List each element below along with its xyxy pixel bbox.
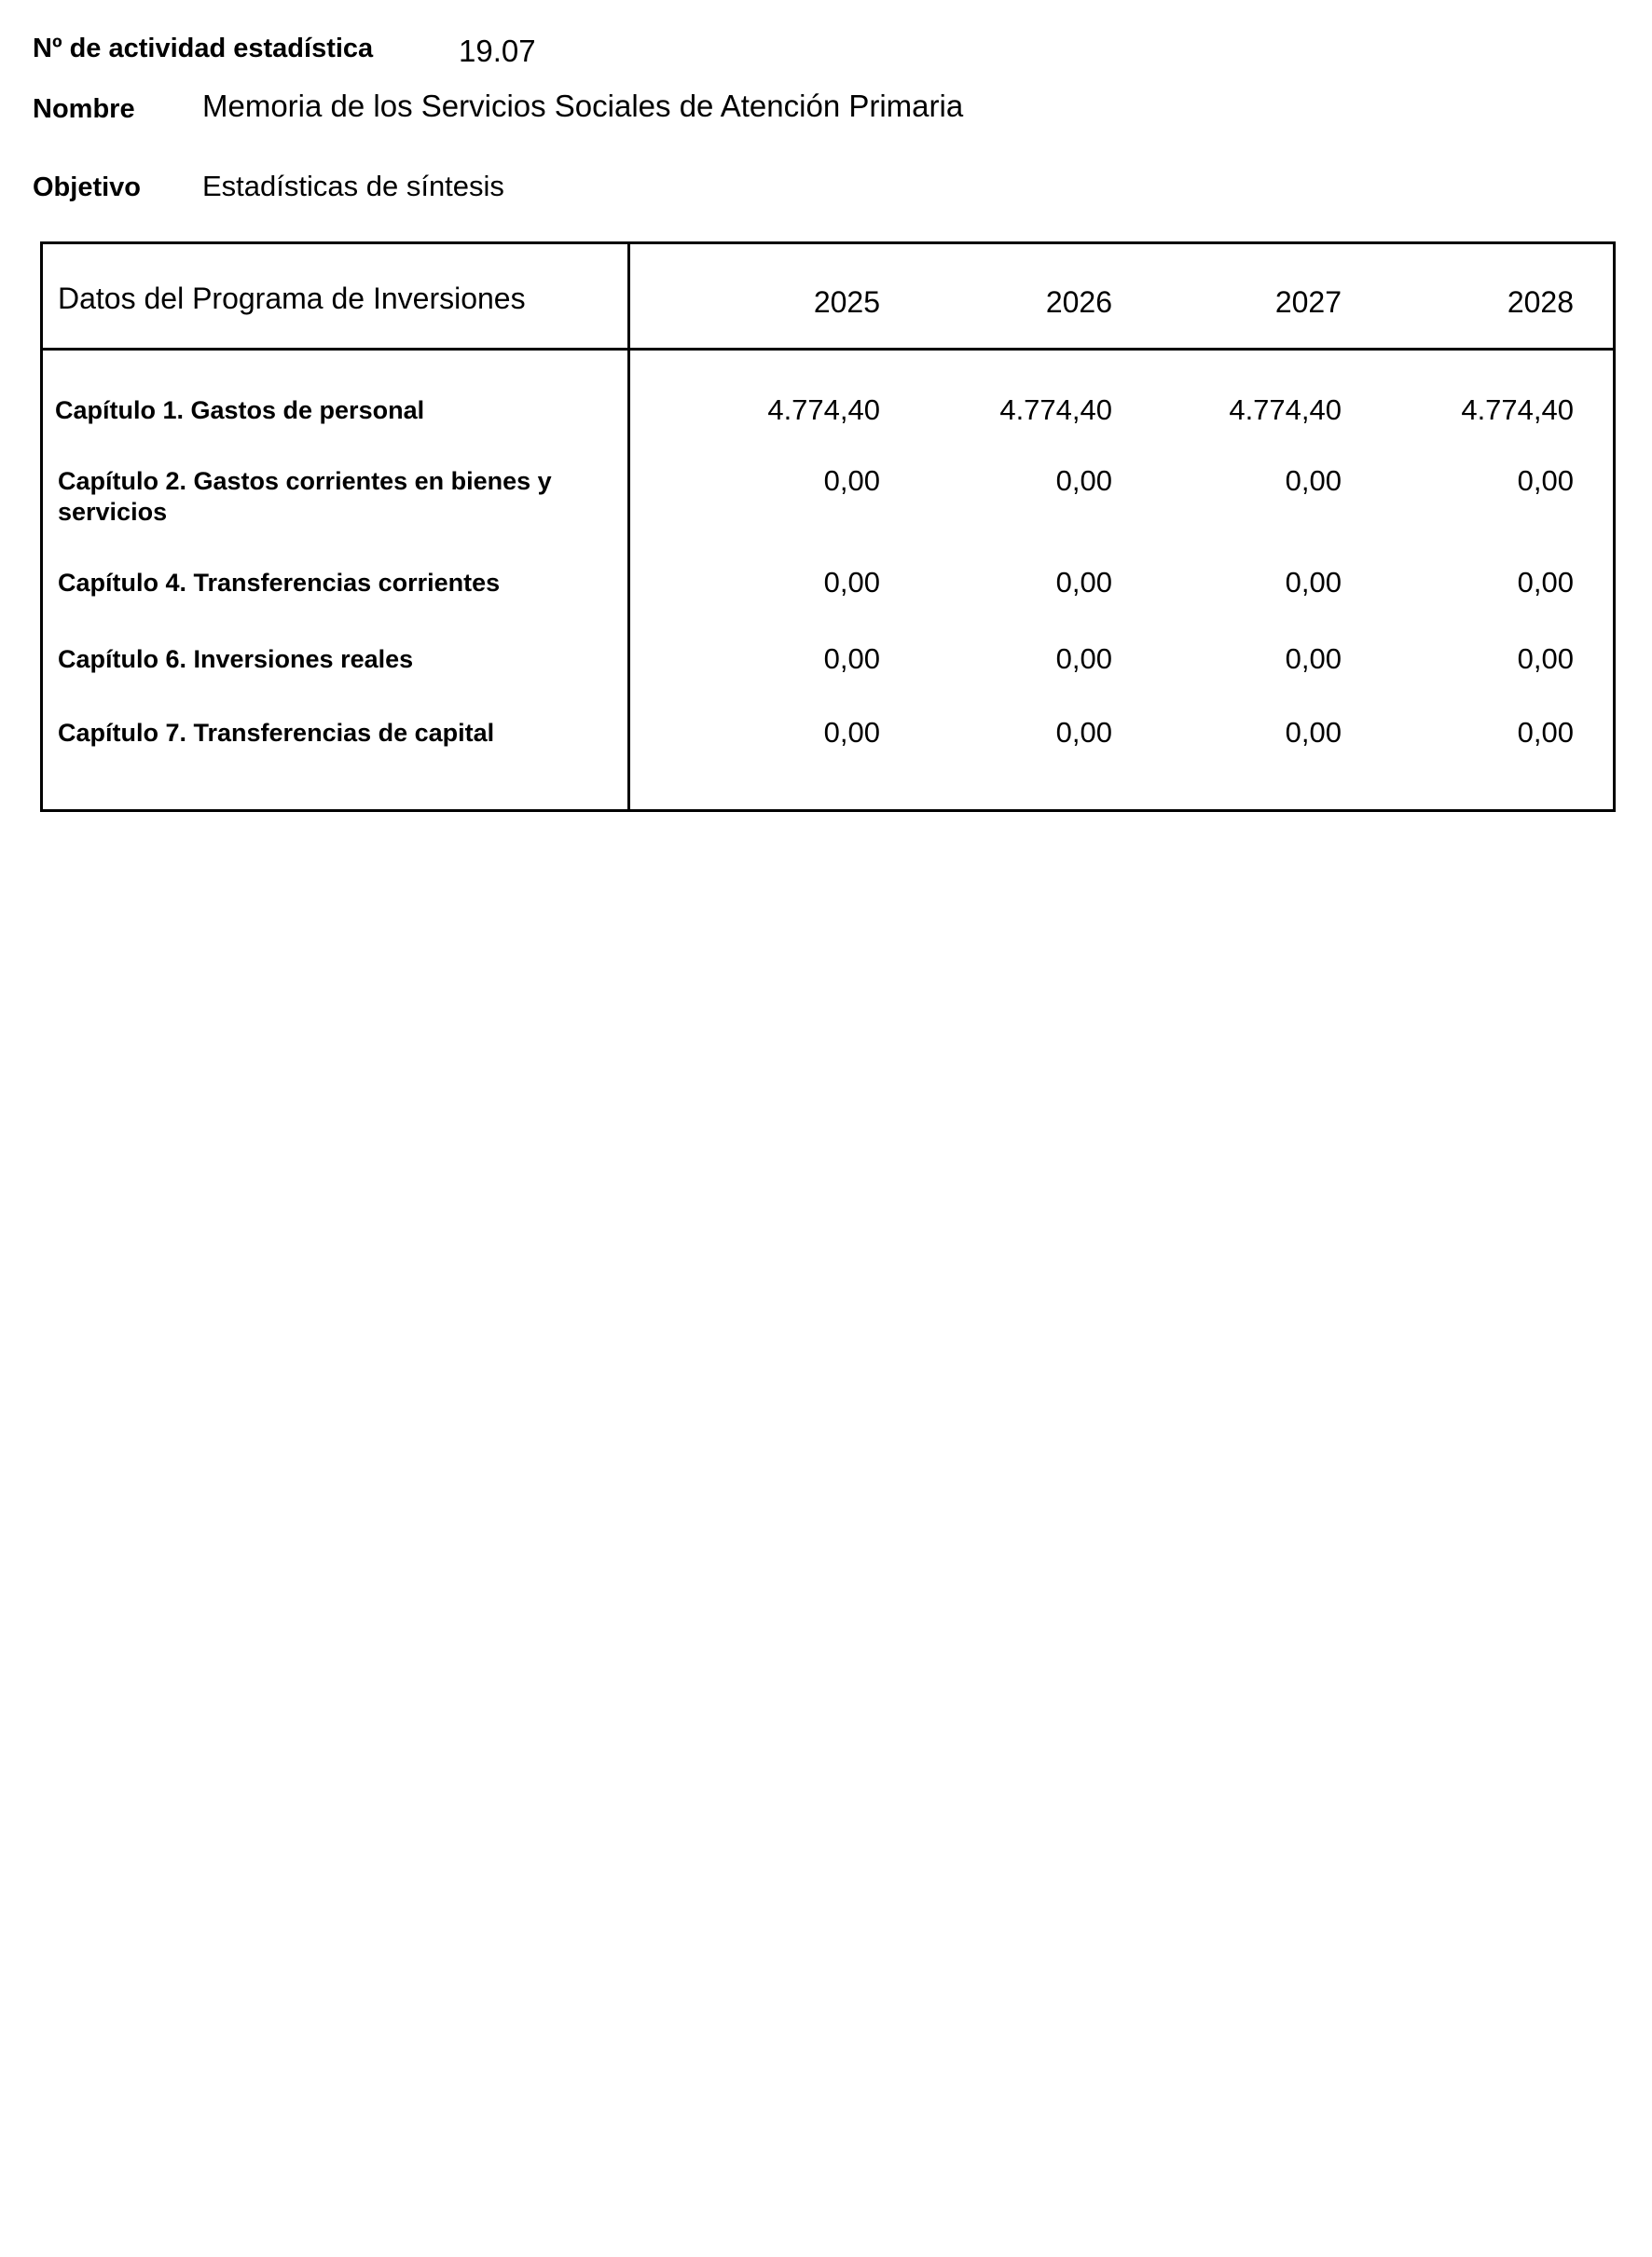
- table-cell: 4.774,40: [1461, 393, 1574, 426]
- table-row-label: Capítulo 7. Transferencias de capital: [58, 719, 495, 747]
- table-header-title: Datos del Programa de Inversiones: [58, 282, 526, 315]
- table-row-label: Capítulo 4. Transferencias corrientes: [58, 569, 501, 597]
- year-header-2025: 2025: [813, 285, 880, 319]
- activity-number-label: Nº de actividad estadística: [33, 34, 374, 63]
- table-cell: 0,00: [1055, 716, 1112, 749]
- table-cell: 0,00: [1285, 566, 1342, 599]
- table-cell: 0,00: [1055, 464, 1112, 497]
- table-cell: 0,00: [1285, 716, 1342, 749]
- table-cell: 4.774,40: [767, 393, 880, 426]
- table-cell: 0,00: [823, 642, 880, 675]
- table-cell: 0,00: [1517, 642, 1574, 675]
- table-row-label: Capítulo 1. Gastos de personal: [55, 396, 425, 424]
- objective-value: Estadísticas de síntesis: [202, 170, 504, 202]
- table-cell: 0,00: [1285, 642, 1342, 675]
- table-cell: 0,00: [823, 566, 880, 599]
- table-column-divider: [627, 241, 630, 812]
- table-cell: 4.774,40: [1229, 393, 1342, 426]
- table-cell: 0,00: [1517, 464, 1574, 497]
- table-row-label: Capítulo 2. Gastos corrientes en bienes y servicios: [58, 467, 552, 526]
- table-cell: 0,00: [823, 716, 880, 749]
- table-cell: 0,00: [1517, 716, 1574, 749]
- table-cell: 0,00: [1285, 464, 1342, 497]
- table-cell: 0,00: [1055, 642, 1112, 675]
- name-label: Nombre: [33, 94, 135, 124]
- year-header-2028: 2028: [1507, 285, 1574, 319]
- name-value: Memoria de los Servicios Sociales de Atención Primaria: [202, 89, 964, 123]
- table-cell: 0,00: [823, 464, 880, 497]
- table-header-divider: [40, 348, 1616, 351]
- table-row-label: Capítulo 6. Inversiones reales: [58, 645, 414, 673]
- objective-label: Objetivo: [33, 172, 142, 202]
- table-cell: 4.774,40: [999, 393, 1112, 426]
- table-cell: 0,00: [1055, 566, 1112, 599]
- activity-number-value: 19.07: [459, 34, 536, 68]
- year-header-2027: 2027: [1274, 285, 1342, 319]
- table-cell: 0,00: [1517, 566, 1574, 599]
- year-header-2026: 2026: [1045, 285, 1112, 319]
